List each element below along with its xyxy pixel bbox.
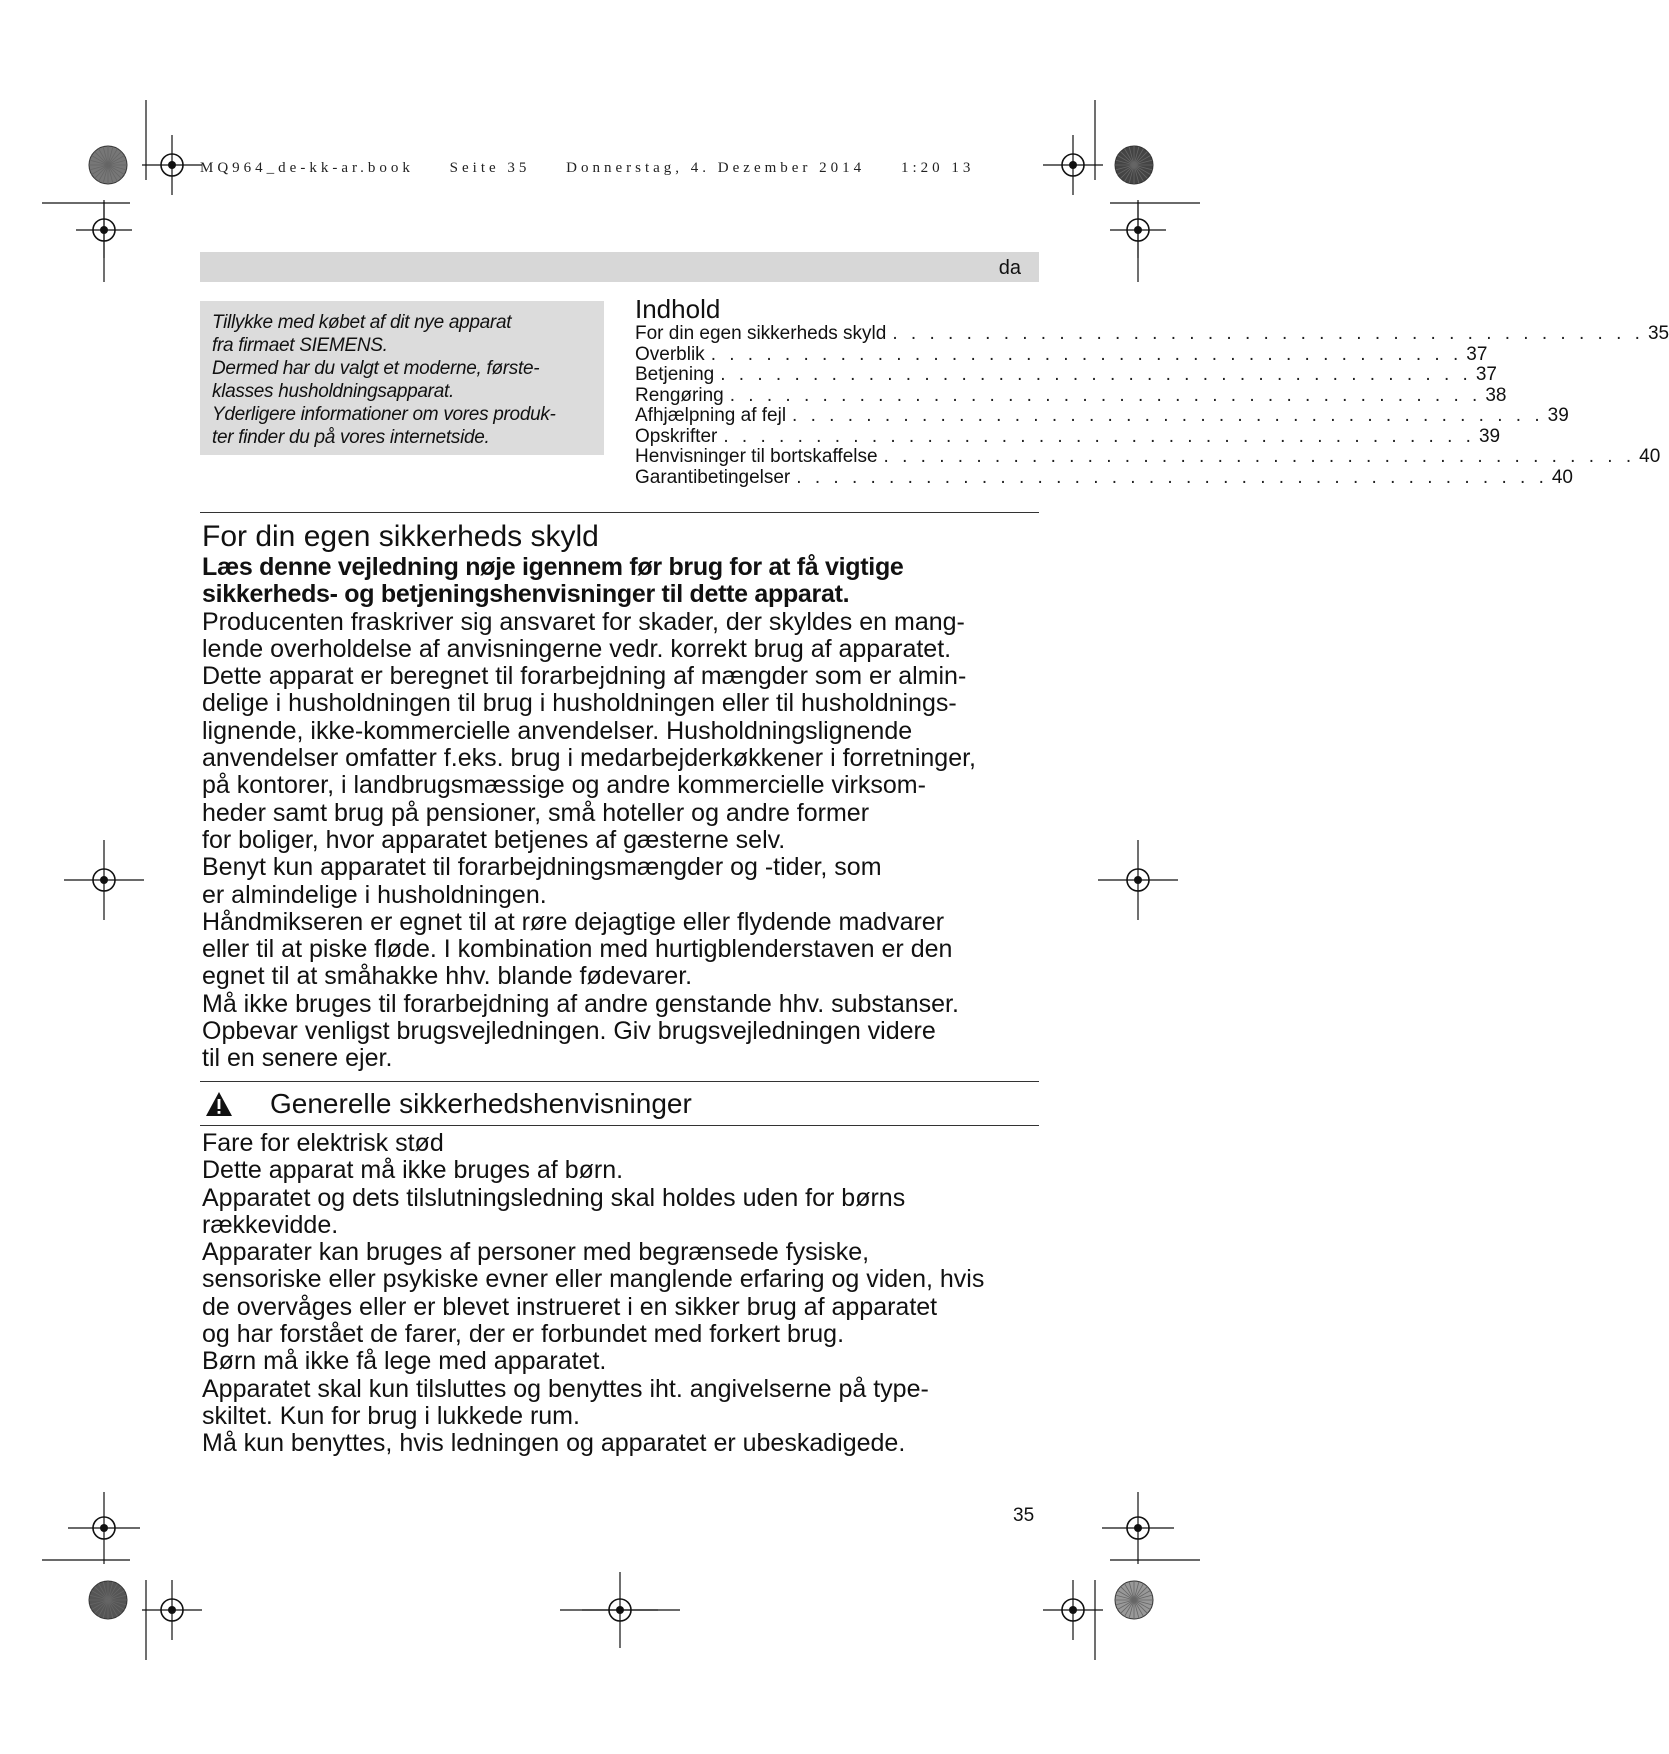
body-line: eller til at piske fløde. I kombination med hurtigblenderstaven er den bbox=[202, 935, 953, 964]
toc-item-page: 37 bbox=[1466, 343, 1488, 365]
body-line: Må ikke bruges til forarbejdning af andre genstande hhv. substanser. bbox=[202, 989, 959, 1018]
toc-leader-dots: . . . . . . . . . . . . . . . . . . . . . . . . . . . . . . . . . . . . . . . . . bbox=[723, 425, 1475, 447]
safety-body bbox=[202, 609, 1062, 1073]
toc-item-label: Rengøring bbox=[635, 384, 724, 406]
section-heading: For din egen sikkerheds skyld bbox=[202, 520, 599, 553]
language-code: da bbox=[998, 257, 1021, 279]
warning-heading bbox=[202, 1085, 1039, 1123]
toc-item-page: 40 bbox=[1639, 446, 1661, 467]
toc-item-label: Afhjælpning af fejl bbox=[635, 405, 787, 426]
toc-item-page: 39 bbox=[1547, 405, 1569, 426]
toc-item bbox=[635, 323, 1669, 345]
toc-item-page: 35 bbox=[1647, 323, 1669, 344]
body-line: Håndmikseren er egnet til at røre dejagtige eller flydende madvarer bbox=[202, 907, 945, 936]
intro-line: klasses husholdningsapparat. bbox=[212, 381, 454, 402]
body-line: Producenten fraskriver sig ansvaret for skader, der skyldes en mang- bbox=[202, 607, 965, 636]
section-divider bbox=[200, 1125, 1039, 1126]
body-line: Apparatet og dets tilslutningsledning skal holdes uden for børns bbox=[202, 1183, 906, 1212]
body-line: lende overholdelse af anvisningerne vedr. korrekt brug af apparatet. bbox=[202, 634, 952, 663]
registration-mark-center bbox=[168, 161, 176, 169]
language-bar bbox=[200, 252, 1039, 282]
intro-line: ter finder du på vores internetside. bbox=[212, 427, 490, 448]
toc-leader-dots: . . . . . . . . . . . . . . . . . . . . . . . . . . . . . . . . . . . . . . . . . bbox=[796, 466, 1548, 488]
body-line: Apparater kan bruges af personer med begrænsede fysiske, bbox=[202, 1238, 870, 1267]
body-line: Dette apparat må ikke bruges af børn. bbox=[202, 1156, 624, 1185]
body-line: på kontorer, i landbrugsmæssige og andre kommercielle virksom- bbox=[202, 771, 926, 800]
toc-item-page: 40 bbox=[1551, 466, 1573, 488]
slug-date: Donnerstag, 4. Dezember 2014 bbox=[566, 160, 866, 176]
safety-section bbox=[202, 520, 1062, 1073]
intro-line: Tillykke med købet af dit nye apparat bbox=[212, 312, 512, 333]
general-body bbox=[202, 1157, 1062, 1457]
toc-title: Indhold bbox=[635, 294, 721, 324]
body-line: Dette apparat er beregnet til forarbejdning af mængder som er almin- bbox=[202, 662, 967, 691]
registration-mark-center bbox=[168, 1606, 176, 1614]
body-line: egnet til at småhakke hhv. blande fødevarer. bbox=[202, 962, 693, 991]
body-line: skiltet. Kun for brug i lukkede rum. bbox=[202, 1401, 580, 1430]
toc-item bbox=[635, 405, 1569, 427]
toc-item bbox=[635, 446, 1661, 468]
body-line: delige i husholdningen til brug i husholdningen eller til husholdnings- bbox=[202, 689, 957, 718]
body-line: for boliger, hvor apparatet betjenes af gæsterne selv. bbox=[202, 825, 786, 854]
lead-line: Læs denne vejledning nøje igennem før brug for at få vigtige bbox=[202, 553, 904, 581]
body-line: lignende, ikke-kommercielle anvendelser. Husholdningslignende bbox=[202, 716, 913, 745]
body-line: Apparatet skal kun tilsluttes og benyttes iht. angivelserne på type- bbox=[202, 1374, 929, 1403]
body-line: de overvåges eller er blevet instrueret i en sikker brug af apparatet bbox=[202, 1292, 938, 1321]
toc-leader-dots: . . . . . . . . . . . . . . . . . . . . . . . . . . . . . . . . . . . . . . . . . bbox=[710, 343, 1463, 365]
body-line: Opbevar venligst brugsvejledningen. Giv brugsvejledningen videre bbox=[202, 1017, 936, 1046]
intro-line: fra firmaet SIEMENS. bbox=[212, 335, 388, 356]
registration-mark-center bbox=[100, 876, 108, 884]
warning-icon bbox=[204, 1090, 234, 1118]
intro-box bbox=[200, 301, 604, 455]
registration-mark-center bbox=[1069, 1606, 1077, 1614]
toc-item-label: Betjening bbox=[635, 364, 715, 385]
intro-line: Dermed har du valgt et moderne, første- bbox=[212, 358, 540, 379]
registration-mark-center bbox=[1134, 876, 1142, 884]
toc-item-label: Opskrifter bbox=[635, 425, 718, 447]
toc-item bbox=[635, 343, 1488, 366]
toc-item bbox=[635, 466, 1573, 489]
toc-item-page: 39 bbox=[1478, 425, 1501, 447]
body-line: Børn må ikke få lege med apparatet. bbox=[202, 1347, 607, 1376]
toc-leader-dots: . . . . . . . . . . . . . . . . . . . . . . . . . . . . . . . . . . . . . . . . . bbox=[892, 323, 1644, 344]
page-number: 35 bbox=[1013, 1505, 1035, 1526]
slug-time: 1:20 13 bbox=[900, 160, 975, 176]
toc-item-page: 37 bbox=[1475, 364, 1497, 385]
toc-list bbox=[635, 323, 1669, 488]
toc-item bbox=[635, 384, 1507, 407]
toc-item-label: Henvisninger til bortskaffelse bbox=[635, 446, 878, 467]
slug-file: MQ964_de-kk-ar.book bbox=[200, 160, 414, 176]
toc-leader-dots: . . . . . . . . . . . . . . . . . . . . . . . . . . . . . . . . . . . . . . . . . bbox=[720, 364, 1472, 385]
body-line: til en senere ejer. bbox=[202, 1044, 393, 1073]
toc-item-label: For din egen sikkerheds skyld bbox=[635, 323, 887, 344]
body-line: heder samt brug på pensioner, små hoteller og andre former bbox=[202, 798, 870, 827]
section-divider bbox=[200, 1081, 1039, 1082]
table-of-contents bbox=[635, 294, 1669, 488]
warning-title: Generelle sikkerhedshenvisninger bbox=[270, 1088, 692, 1119]
intro-line: Yderligere informationer om vores produk- bbox=[212, 404, 556, 425]
body-line: sensoriske eller psykiske evner eller manglende erfaring og viden, hvis bbox=[202, 1265, 985, 1294]
toc-leader-dots: . . . . . . . . . . . . . . . . . . . . . . . . . . . . . . . . . . . . . . . . . bbox=[729, 384, 1482, 406]
registration-mark-center bbox=[1069, 161, 1077, 169]
toc-item-page: 38 bbox=[1485, 384, 1507, 406]
general-safety-section bbox=[202, 1130, 1062, 1458]
section-divider bbox=[200, 512, 1039, 513]
slug-page: Seite 35 bbox=[449, 160, 531, 176]
body-line: Benyt kun apparatet til forarbejdningsmængder og -tider, som bbox=[202, 853, 882, 882]
body-line: Må kun benyttes, hvis ledningen og apparatet er ubeskadigede. bbox=[202, 1429, 906, 1458]
toc-item-label: Garantibetingelser bbox=[635, 466, 791, 488]
body-line: er almindelige i husholdningen. bbox=[202, 880, 547, 909]
lead-line: sikkerheds- og betjeningshenvisninger til dette apparat. bbox=[202, 580, 850, 609]
registration-mark-center bbox=[1134, 1524, 1142, 1532]
toc-leader-dots: . . . . . . . . . . . . . . . . . . . . . . . . . . . . . . . . . . . . . . . . . bbox=[792, 405, 1544, 426]
toc-leader-dots: . . . . . . . . . . . . . . . . . . . . . . . . . . . . . . . . . . . . . . . . . bbox=[883, 446, 1636, 467]
subsection-heading: Fare for elektrisk stød bbox=[202, 1129, 444, 1157]
body-line: anvendelser omfatter f.eks. brug i medarbejderkøkkener i forretninger, bbox=[202, 744, 976, 773]
registration-mark-center bbox=[100, 1524, 108, 1532]
toc-item-label: Overblik bbox=[635, 343, 705, 365]
body-line: rækkevidde. bbox=[202, 1210, 339, 1239]
body-line: og har forstået de farer, der er forbundet med forkert brug. bbox=[202, 1320, 845, 1349]
slug-line bbox=[200, 160, 1050, 177]
toc-item bbox=[635, 425, 1501, 448]
toc-item bbox=[635, 364, 1497, 386]
